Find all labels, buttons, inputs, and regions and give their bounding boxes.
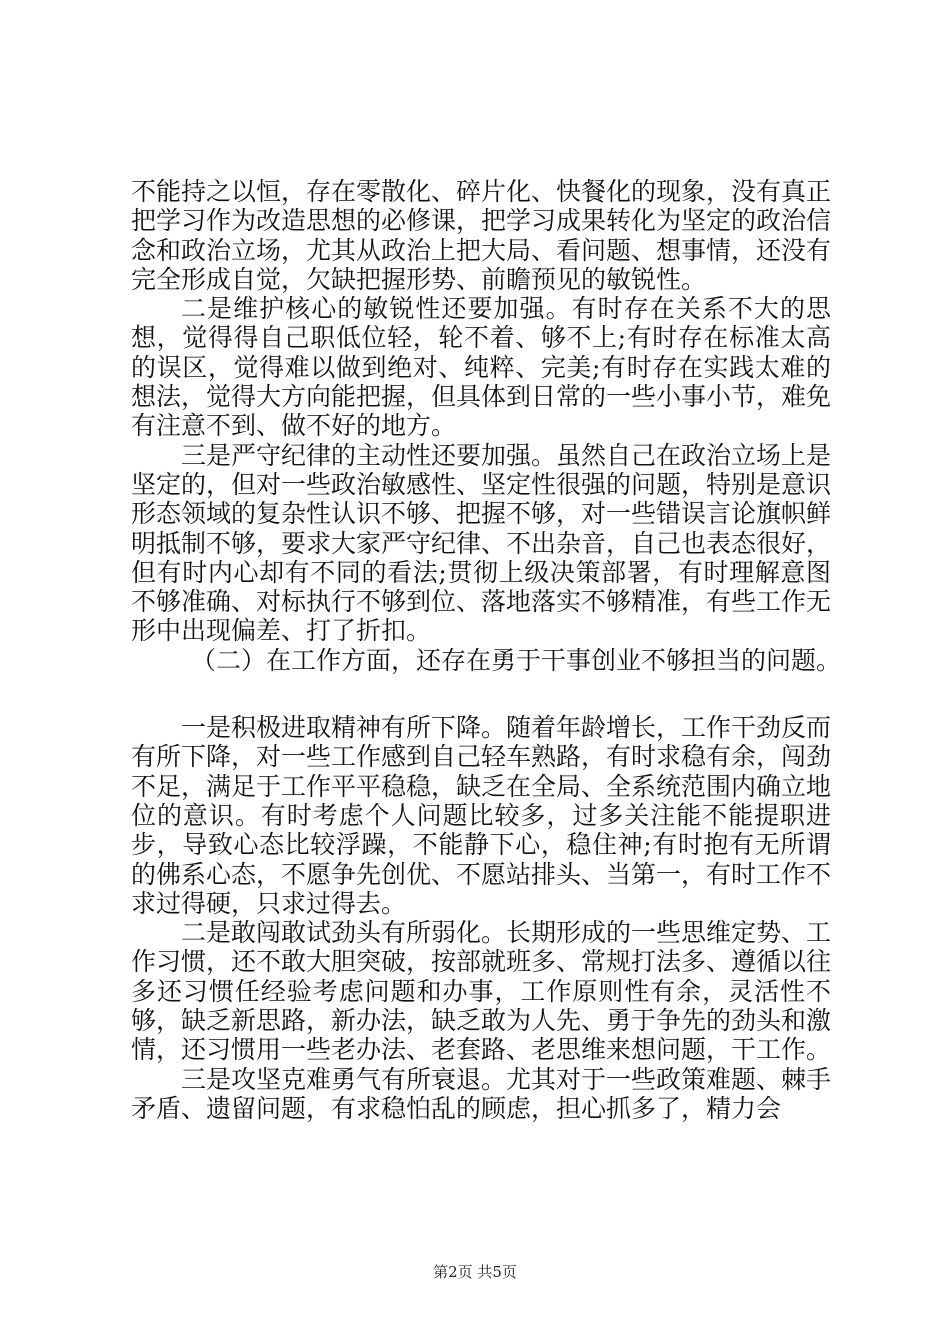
paragraph-core-sensitivity: 二是维护核心的敏锐性还要加强。有时存在关系不大的思想，觉得得自己职低位轻，轮不着、够不上;有时存在标准太高的误区，觉得难以做到绝对、纯粹、完美;有时存在实践太难的想法，觉得大方向能把握，但具体到日常的一些小事小节，难免有注意不到、做不好的地方。: [131, 294, 832, 441]
section-heading-work: （二）在工作方面，还存在勇于干事创业不够担当的问题。: [191, 645, 842, 675]
document-body: [131, 177, 842, 1123]
paragraph-discipline-initiative: 三是严守纪律的主动性还要加强。虽然自己在政治立场上是坚定的，但对一些政治敏感性、坚定性很强的问题，特别是意识形态领域的复杂性认识不够、把握不够，对一些错误言论旗帜鲜明抵制不够，要求大家严守纪律、不出杂音，自己也表态很好，但有时内心却有不同的看法;贯彻上级决策部署，有时理解意图不够准确、对标执行不够到位、落地落实不够精准，有些工作无形中出现偏差、打了折扣。: [131, 440, 832, 646]
paragraph-daring-to-try: 二是敢闯敢试劲头有所弱化。长期形成的一些思维定势、工作习惯，还不敢大胆突破，按部就班多、常规打法多、遵循以往多还习惯任经验考虑问题和办事，工作原则性有余，灵活性不够，缺乏新思路，新办法，缺乏敢为人先、勇于争先的劲头和激情，还习惯用一些老办法、老套路、老思维来想问题，干工作。: [131, 918, 832, 1065]
page-number-footer: 第2页 共5页: [433, 1263, 517, 1281]
paragraph-tackling-difficulties: 三是攻坚克难勇气有所衰退。尤其对于一些政策难题、棘手矛盾、遗留问题，有求稳怕乱的顾虑，担心抓多了，精力会: [131, 1064, 832, 1123]
paragraph-enterprising-spirit: 一是积极进取精神有所下降。随着年龄增长，工作干劲反而有所下降，对一些工作感到自己轻车熟路，有时求稳有余，闯劲不足，满足于工作平平稳稳，缺乏在全局、全系统范围内确立地位的意识。有时考虑个人问题比较多，过多关注能不能提职进步，导致心态比较浮躁，不能静下心，稳住神;有时抱有无所谓的佛系心态，不愿争先创优、不愿站排头、当第一，有时工作不求过得硬，只求过得去。: [131, 713, 832, 918]
paragraph-study-continuation: 不能持之以恒，存在零散化、碎片化、快餐化的现象，没有真正把学习作为改造思想的必修课，把学习成果转化为坚定的政治信念和政治立场，尤其从政治上把大局、看问题、想事情，还没有完全形成自觉，欠缺把握形势、前瞻预见的敏锐性。: [131, 177, 832, 294]
